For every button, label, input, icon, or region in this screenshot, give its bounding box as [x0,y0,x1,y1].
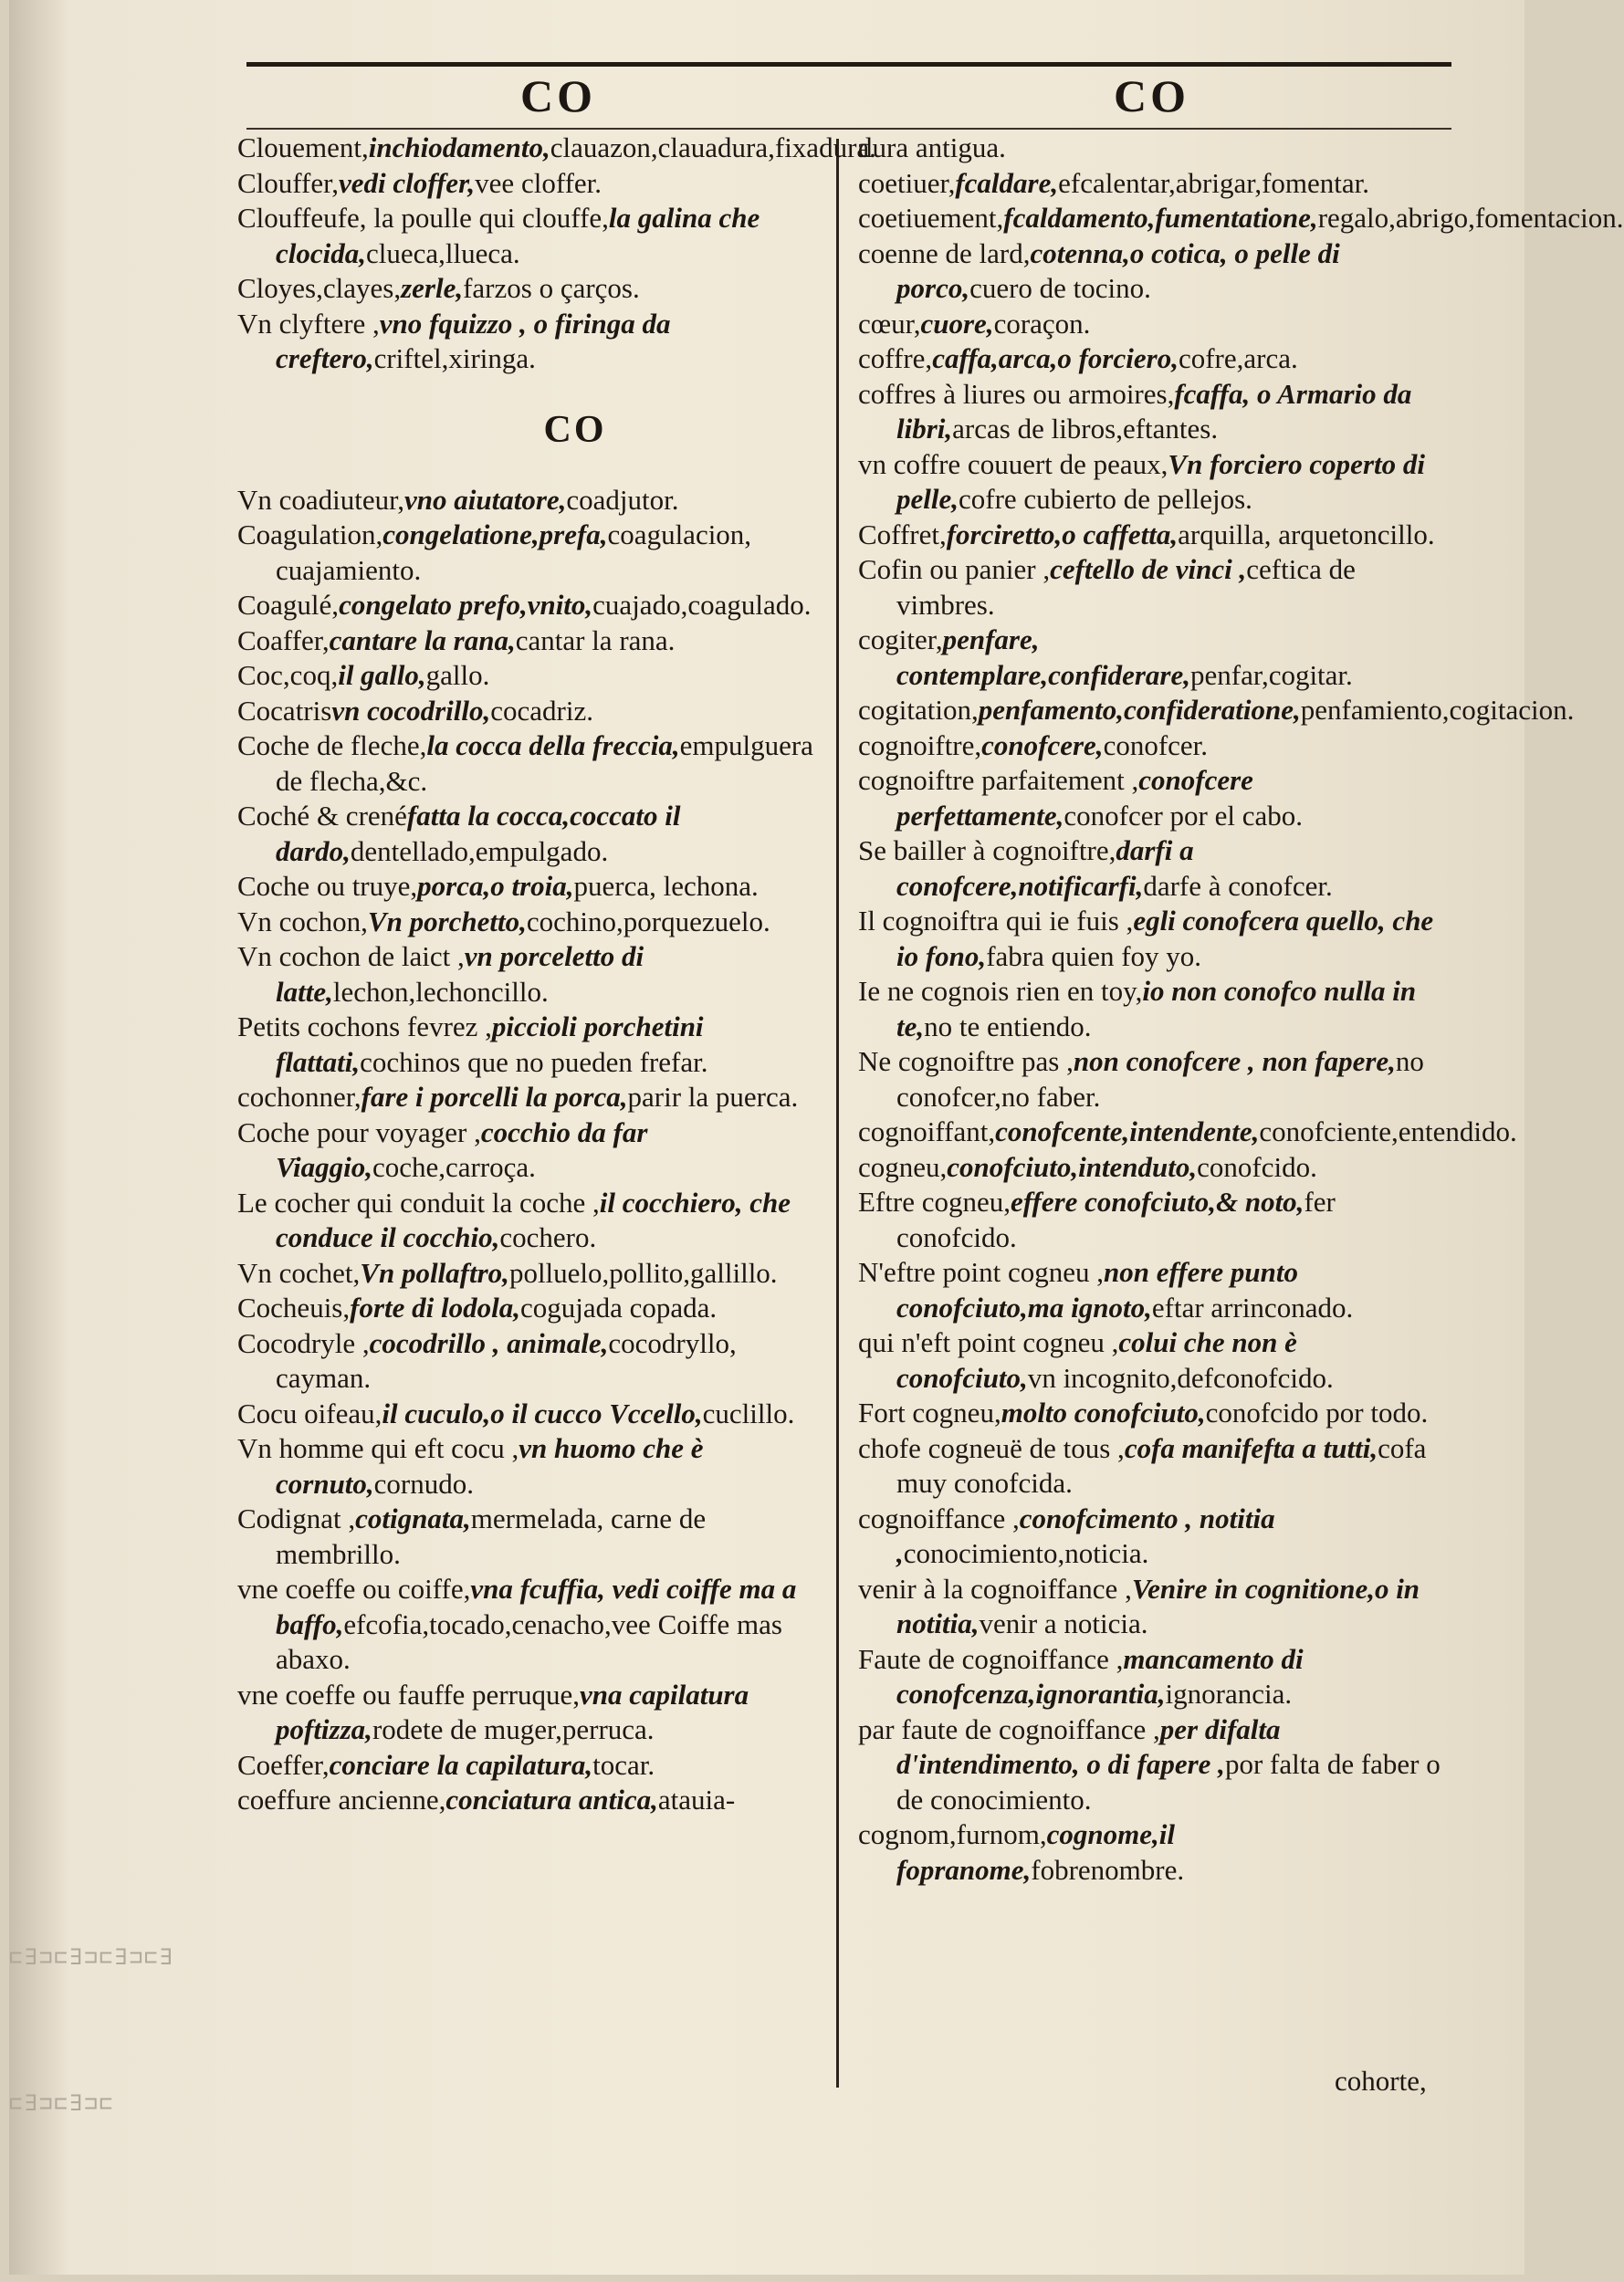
spanish-term: cocadriz. [490,694,593,727]
spanish-term: cuajado,coagulado. [592,589,812,621]
italian-term: Vn pollaftro, [360,1256,509,1289]
dictionary-entry [858,341,1447,377]
spanish-term: por falta de faber o de conocimiento. [896,1748,1441,1816]
french-term: vne coeffe ou fauffe perruque, [237,1678,580,1711]
edge-bleed-mark: ⊏∃⊐⊏∃⊐⊏∃⊐⊏∃ [9,1944,174,1970]
french-term: cognoiftre, [858,728,982,761]
spanish-term: coadjutor. [566,483,679,516]
dictionary-entry [237,869,831,905]
spanish-term: coagulacion, cuajamiento. [276,518,752,586]
italian-term: vn huomo che è cornuto, [276,1432,704,1500]
french-term: Cocodryle , [237,1326,370,1359]
spanish-term: lechon,lechoncillo. [332,975,549,1008]
french-term: Coffret, [858,518,947,550]
french-term: cochonner, [237,1081,361,1113]
italian-term: molto conofciuto, [1001,1397,1206,1429]
french-term: Coaffer, [237,623,330,656]
french-term: Vn cochon, [237,905,368,937]
italian-term: cocchio da far Viaggio, [276,1115,648,1183]
italian-term: cantare la rana, [329,623,516,656]
italian-term: egli conofcera quello, che io fono, [896,905,1434,972]
italian-term: fcaffa, o Armario da libri, [896,377,1412,445]
italian-term: congelato prefo,vnito, [339,589,593,621]
italian-term: fare i porcelli la porca, [361,1081,628,1113]
italian-term: fatta la cocca,coccato il dardo, [276,800,681,867]
dictionary-entry [858,377,1447,447]
french-term: Vn clyftere , [237,307,380,340]
dictionary-entry [237,1678,831,1748]
spanish-term: coche,carroça. [372,1151,536,1183]
spanish-term: ceftica de vimbres. [896,553,1356,621]
spanish-term: cochinos que no pueden frefar. [360,1045,708,1078]
italian-term: porca,o troia, [417,870,574,902]
top-rule [246,62,1451,67]
italian-term: vn cocodrillo, [331,694,491,727]
french-term: qui n'eft point cogneu , [858,1326,1119,1358]
spanish-term: conofcido. [1197,1150,1317,1183]
french-term: Faute de cognoiffance , [858,1642,1124,1675]
spanish-term: cuclillo. [702,1397,795,1429]
french-term: Cocu oifeau, [237,1397,382,1429]
spanish-term: cocodryllo, cayman. [276,1326,737,1394]
spanish-term: vee cloffer. [475,166,602,199]
italian-term: vedi cloffer, [338,166,476,199]
french-term: par faute de cognoiffance , [858,1712,1160,1745]
spanish-term: cofa muy conofcida. [896,1431,1427,1499]
spanish-term: arquilla, arquetoncillo. [1178,518,1435,550]
italian-term: penfamento,confideratione, [978,694,1301,726]
italian-term: conofcere perfettamente, [896,764,1253,832]
spanish-term: cantar la rana. [515,623,676,656]
italian-term: vno fquizzo , o firinga da creftero, [276,307,671,374]
italian-term: il cuculo,o il cucco Vccello, [382,1397,703,1429]
italian-term: forte di lodola, [350,1292,520,1324]
italian-term: la galina che clocida, [276,202,760,269]
french-term: cogneu, [858,1150,948,1183]
french-term: coeffure ancienne, [237,1784,446,1816]
spanish-term: fobrenombre. [1031,1853,1185,1886]
dictionary-entry [858,307,1447,342]
french-term: vne coeffe ou coiffe, [237,1573,471,1605]
spanish-term: penfar,cogitar. [1190,658,1353,691]
dictionary-entry [237,939,831,1010]
french-term: cognoiffant, [858,1115,996,1147]
french-term: venir à la cognoiffance , [858,1572,1132,1605]
dictionary-entry [858,1044,1447,1115]
dictionary-entry [858,518,1447,553]
dictionary-entry [237,131,876,166]
running-head-left: CO [520,70,596,121]
dictionary-entry [237,1256,831,1292]
dictionary-entry [237,166,831,202]
dictionary-entry [237,271,831,307]
spanish-term: cornudo. [373,1467,475,1500]
italian-term: la cocca della freccia, [426,729,680,761]
dictionary-entry [858,552,1447,623]
spanish-term: clueca,llueca. [366,236,520,269]
italian-term: inchiodamento, [368,131,550,163]
dictionary-entry [237,1010,831,1080]
french-term: coetiuement, [858,202,1004,234]
french-term: coffres à liures ou armoires, [858,377,1175,410]
spanish-term: empulguera de flecha,&c. [276,729,813,797]
dictionary-entry [858,1817,1447,1888]
spanish-term: fabra quien foy yo. [986,939,1202,972]
spanish-term: criftel,xiringa. [373,342,536,374]
french-term: Cocatris [237,694,332,727]
french-term: Clouement, [237,131,369,163]
french-term: Coche ou truye, [237,870,418,902]
italian-term: mancamento di conofcenza,ignorantia, [896,1642,1304,1710]
french-term: Coc,coq, [237,659,339,691]
italian-term: conofciuto,intenduto, [947,1150,1198,1183]
dictionary-entry [858,166,1447,202]
italian-term: Vn forciero coperto di pelle, [896,447,1425,515]
dictionary-entry [858,728,1447,764]
french-term: Cocheuis, [237,1292,351,1324]
french-term: Coagulé, [237,589,340,621]
italian-term: darfi a conofcere,notificarfi, [896,834,1194,902]
italian-term: conofcente,intendente, [995,1115,1260,1147]
dictionary-entry [858,1396,1447,1431]
french-term: N'eftre point cogneu , [858,1256,1104,1288]
dictionary-entry [237,1326,831,1397]
french-term: cogiter, [858,623,943,655]
italian-term: vn porceletto di latte, [276,940,644,1008]
dictionary-entry [237,1186,831,1256]
spanish-term: mermelada, carne de membrillo. [276,1502,707,1570]
spanish-term: conofcer por el cabo. [1063,799,1304,832]
dictionary-entry [858,904,1447,974]
header-rule [246,128,1451,130]
french-term: Petits cochons fevrez , [237,1010,492,1042]
italian-term: forciretto,o caffetta, [946,518,1179,550]
italian-term: io non conofco nulla in te, [896,975,1417,1042]
italian-term: il cocchiero, che conduce il cocchio, [276,1186,791,1253]
spanish-term: puerca, lechona. [573,870,759,902]
spanish-term: regalo,abrigo,fomentacion. [1317,202,1624,234]
french-term: vn coffre couuert de peaux, [858,447,1168,480]
spanish-term: rodete de muger,perruca. [372,1713,655,1745]
spanish-term: darfe à conofcer. [1143,869,1333,902]
spanish-term: conofciente,entendido. [1259,1115,1517,1147]
dictionary-entry [858,1115,1517,1150]
spanish-term: dentellado,empulgado. [350,834,609,867]
dictionary-entry [237,1783,831,1818]
french-term: coetiuer, [858,166,956,199]
italian-term: conofcimento , notitia , [896,1502,1275,1569]
dictionary-entry [858,1572,1447,1642]
dictionary-entry [858,1255,1447,1325]
dictionary-entry [237,728,831,799]
dictionary-entry [858,1642,1447,1712]
italian-term: cofa manifefta a tutti, [1124,1431,1378,1464]
spanish-term: fer conofcido. [896,1186,1336,1253]
dictionary-entry [237,307,831,377]
running-head-right: CO [1114,70,1189,121]
italian-term: cotignata, [355,1502,471,1534]
right-column [858,131,1624,1888]
french-term: cognoiffance , [858,1502,1020,1534]
dictionary-entry [237,1397,831,1432]
dictionary-entry [237,658,831,694]
spanish-term: conofcido por todo. [1205,1397,1429,1429]
french-term: Coeffer, [237,1748,330,1781]
italian-term: cognome,il fopranome, [896,1818,1175,1886]
dictionary-entry [237,1115,831,1186]
french-term: Ie ne cognois rien en toy, [858,975,1143,1007]
spanish-term: cuero de tocino. [969,272,1151,304]
french-term: Vn coadiuteur, [237,483,404,516]
dictionary-entry [237,1291,831,1326]
column-divider [836,139,839,2088]
italian-term: penfare, contemplare,confiderare, [896,623,1191,691]
dictionary-entry [237,694,831,729]
spanish-term: cofre,arca. [1178,342,1298,374]
italian-term: ceftello de vinci , [1050,553,1247,585]
dictionary-entry [237,1080,831,1115]
french-term: cognoiftre parfaitement , [858,764,1139,796]
spanish-term: coraçon. [993,307,1091,340]
french-term: Le cocher qui conduit la coche , [237,1186,600,1219]
italian-term: conciatura antica, [445,1784,658,1816]
spanish-term: polluelo,pollito,gallillo. [508,1256,778,1289]
italian-term: non effere punto conofciuto,ma ignoto, [896,1256,1299,1324]
dictionary-entry [237,799,831,869]
dictionary-entry [858,1502,1447,1572]
french-term: Il cognoiftra qui ie fuis , [858,905,1134,937]
edge-bleed-mark: ⊏∃⊐⊏∃⊐⊏ [9,2090,115,2116]
french-term: Clouffeufe, la poulle qui clouffe, [237,202,609,234]
french-term: Vn homme qui eft cocu , [237,1432,519,1464]
spanish-term: clauazon,clauadura,fixadura. [550,131,876,163]
italian-term: conciare la capilatura, [329,1748,593,1781]
french-term: Ne cognoiftre pas , [858,1045,1074,1077]
italian-term: zerle, [401,272,464,304]
dictionary-entry [237,1502,831,1572]
spanish-term: conofcer. [1103,728,1209,761]
italian-term: caffa,arca,o forciero, [932,342,1179,374]
dictionary-entry [858,763,1447,833]
spanish-term: no te entiendo. [924,1010,1092,1042]
dictionary-entry [237,1572,831,1678]
spanish-term: dura antigua. [858,131,1006,163]
italian-term: conofcere, [981,728,1104,761]
dictionary-entry [858,1431,1447,1502]
dictionary-entry [237,1431,831,1502]
spanish-term: cochero. [499,1221,597,1253]
french-term: Coagulation, [237,518,383,550]
spanish-term: efcofia,tocado,cenacho,vee Coiffe mas abaxo. [276,1607,782,1675]
spanish-term: vn incognito,defconofcido. [1027,1361,1334,1394]
french-term: Se bailler à cognoiftre, [858,834,1116,866]
spanish-term: cochino,porquezuelo. [526,905,770,937]
spanish-term: penfamiento,cogitacion. [1300,694,1575,726]
spanish-term: venir a noticia. [979,1607,1148,1639]
dictionary-entry [858,693,1575,728]
spanish-term: no conofcer,no faber. [896,1045,1424,1113]
french-term: Cofin ou panier , [858,553,1051,585]
dictionary-entry [237,623,831,659]
spanish-term: efcalentar,abrigar,fomentar. [1058,166,1370,199]
italian-term: non conofcere , non fapere, [1073,1045,1396,1077]
dictionary-entry [858,974,1447,1044]
spanish-term: conocimiento,noticia. [903,1537,1149,1569]
french-term: Vn cochet, [237,1256,361,1289]
french-term: coenne de lard, [858,236,1031,269]
dictionary-entry [237,588,831,623]
spanish-term: farzos o çarços. [463,272,640,304]
spanish-term: parir la puerca. [627,1081,799,1113]
dictionary-entry [858,1712,1447,1818]
spanish-term: gallo. [425,659,490,691]
italian-term: cuore, [920,307,994,340]
italian-term: Vn porchetto, [367,905,527,937]
french-term: Fort cogneu, [858,1397,1001,1429]
french-term: cognom,furnom, [858,1818,1047,1850]
french-term: Eftre cogneu, [858,1186,1011,1218]
spanish-term: cogujada copada. [519,1292,718,1324]
spanish-term: ignorancia. [1165,1678,1293,1710]
french-term: chofe cogneuë de tous , [858,1431,1125,1464]
french-term: Cloyes,clayes, [237,272,402,304]
dictionary-entry [237,483,831,518]
italian-term: effere conofciuto,& noto, [1010,1186,1304,1218]
dictionary-entry [858,1150,1447,1186]
italian-term: vna capilatura poftizza, [276,1678,749,1745]
dictionary-entry [858,236,1447,307]
section-heading: CO [543,408,607,451]
french-term: coffre, [858,342,933,374]
dictionary-entry [858,833,1447,904]
dictionary-entry [858,1325,1447,1396]
dictionary-entry [858,131,1447,166]
dictionary-entry [858,623,1447,693]
french-term: cœur, [858,307,921,340]
dictionary-entry [237,905,831,940]
dictionary-entry [858,1185,1447,1255]
dictionary-entry [237,1748,831,1784]
dictionary-entry [858,447,1447,518]
italian-term: congelatione,prefa, [382,518,608,550]
italian-term: fcaldare, [955,166,1059,199]
italian-term: piccioli porchetini flattati, [276,1010,704,1078]
spanish-term: arcas de libros,eftantes. [952,413,1219,445]
spanish-term: atauia- [657,1784,736,1816]
french-term: Coché & crené [237,800,407,832]
dictionary-entry [237,201,831,271]
french-term: Codignat , [237,1502,356,1534]
italian-term: il gallo, [338,659,426,691]
left-column [237,131,876,1818]
dictionary-entry [237,518,831,588]
book-page [9,0,1624,2275]
spanish-term: eftar arrinconado. [1151,1291,1354,1324]
french-term: Coche de fleche, [237,729,427,761]
italian-term: cocodrillo , animale, [369,1326,609,1359]
italian-term: colui che non è conofciuto, [896,1326,1297,1394]
italian-term: Venire in cognitione,o in notitia, [896,1572,1420,1639]
catchword: cohorte, [1335,2065,1427,2097]
french-term: Coche pour voyager , [237,1115,481,1148]
italian-term: vno aiutatore, [403,483,567,516]
italian-term: fcaldamento,fumentatione, [1003,202,1318,234]
french-term: Clouffer, [237,166,339,199]
italian-term: vna fcuffia, vedi coiffe ma a baffo, [276,1573,797,1640]
french-term: cogitation, [858,694,979,726]
italian-term: cotenna,o cotica, o pelle di porco, [896,236,1340,304]
spanish-term: tocar. [592,1748,655,1781]
french-term: Vn cochon de laict , [237,940,465,972]
dictionary-entry [858,201,1624,236]
spanish-term: cofre cubierto de pellejos. [959,483,1252,515]
italian-term: per difalta d'intendimento, o di fapere , [896,1712,1281,1780]
